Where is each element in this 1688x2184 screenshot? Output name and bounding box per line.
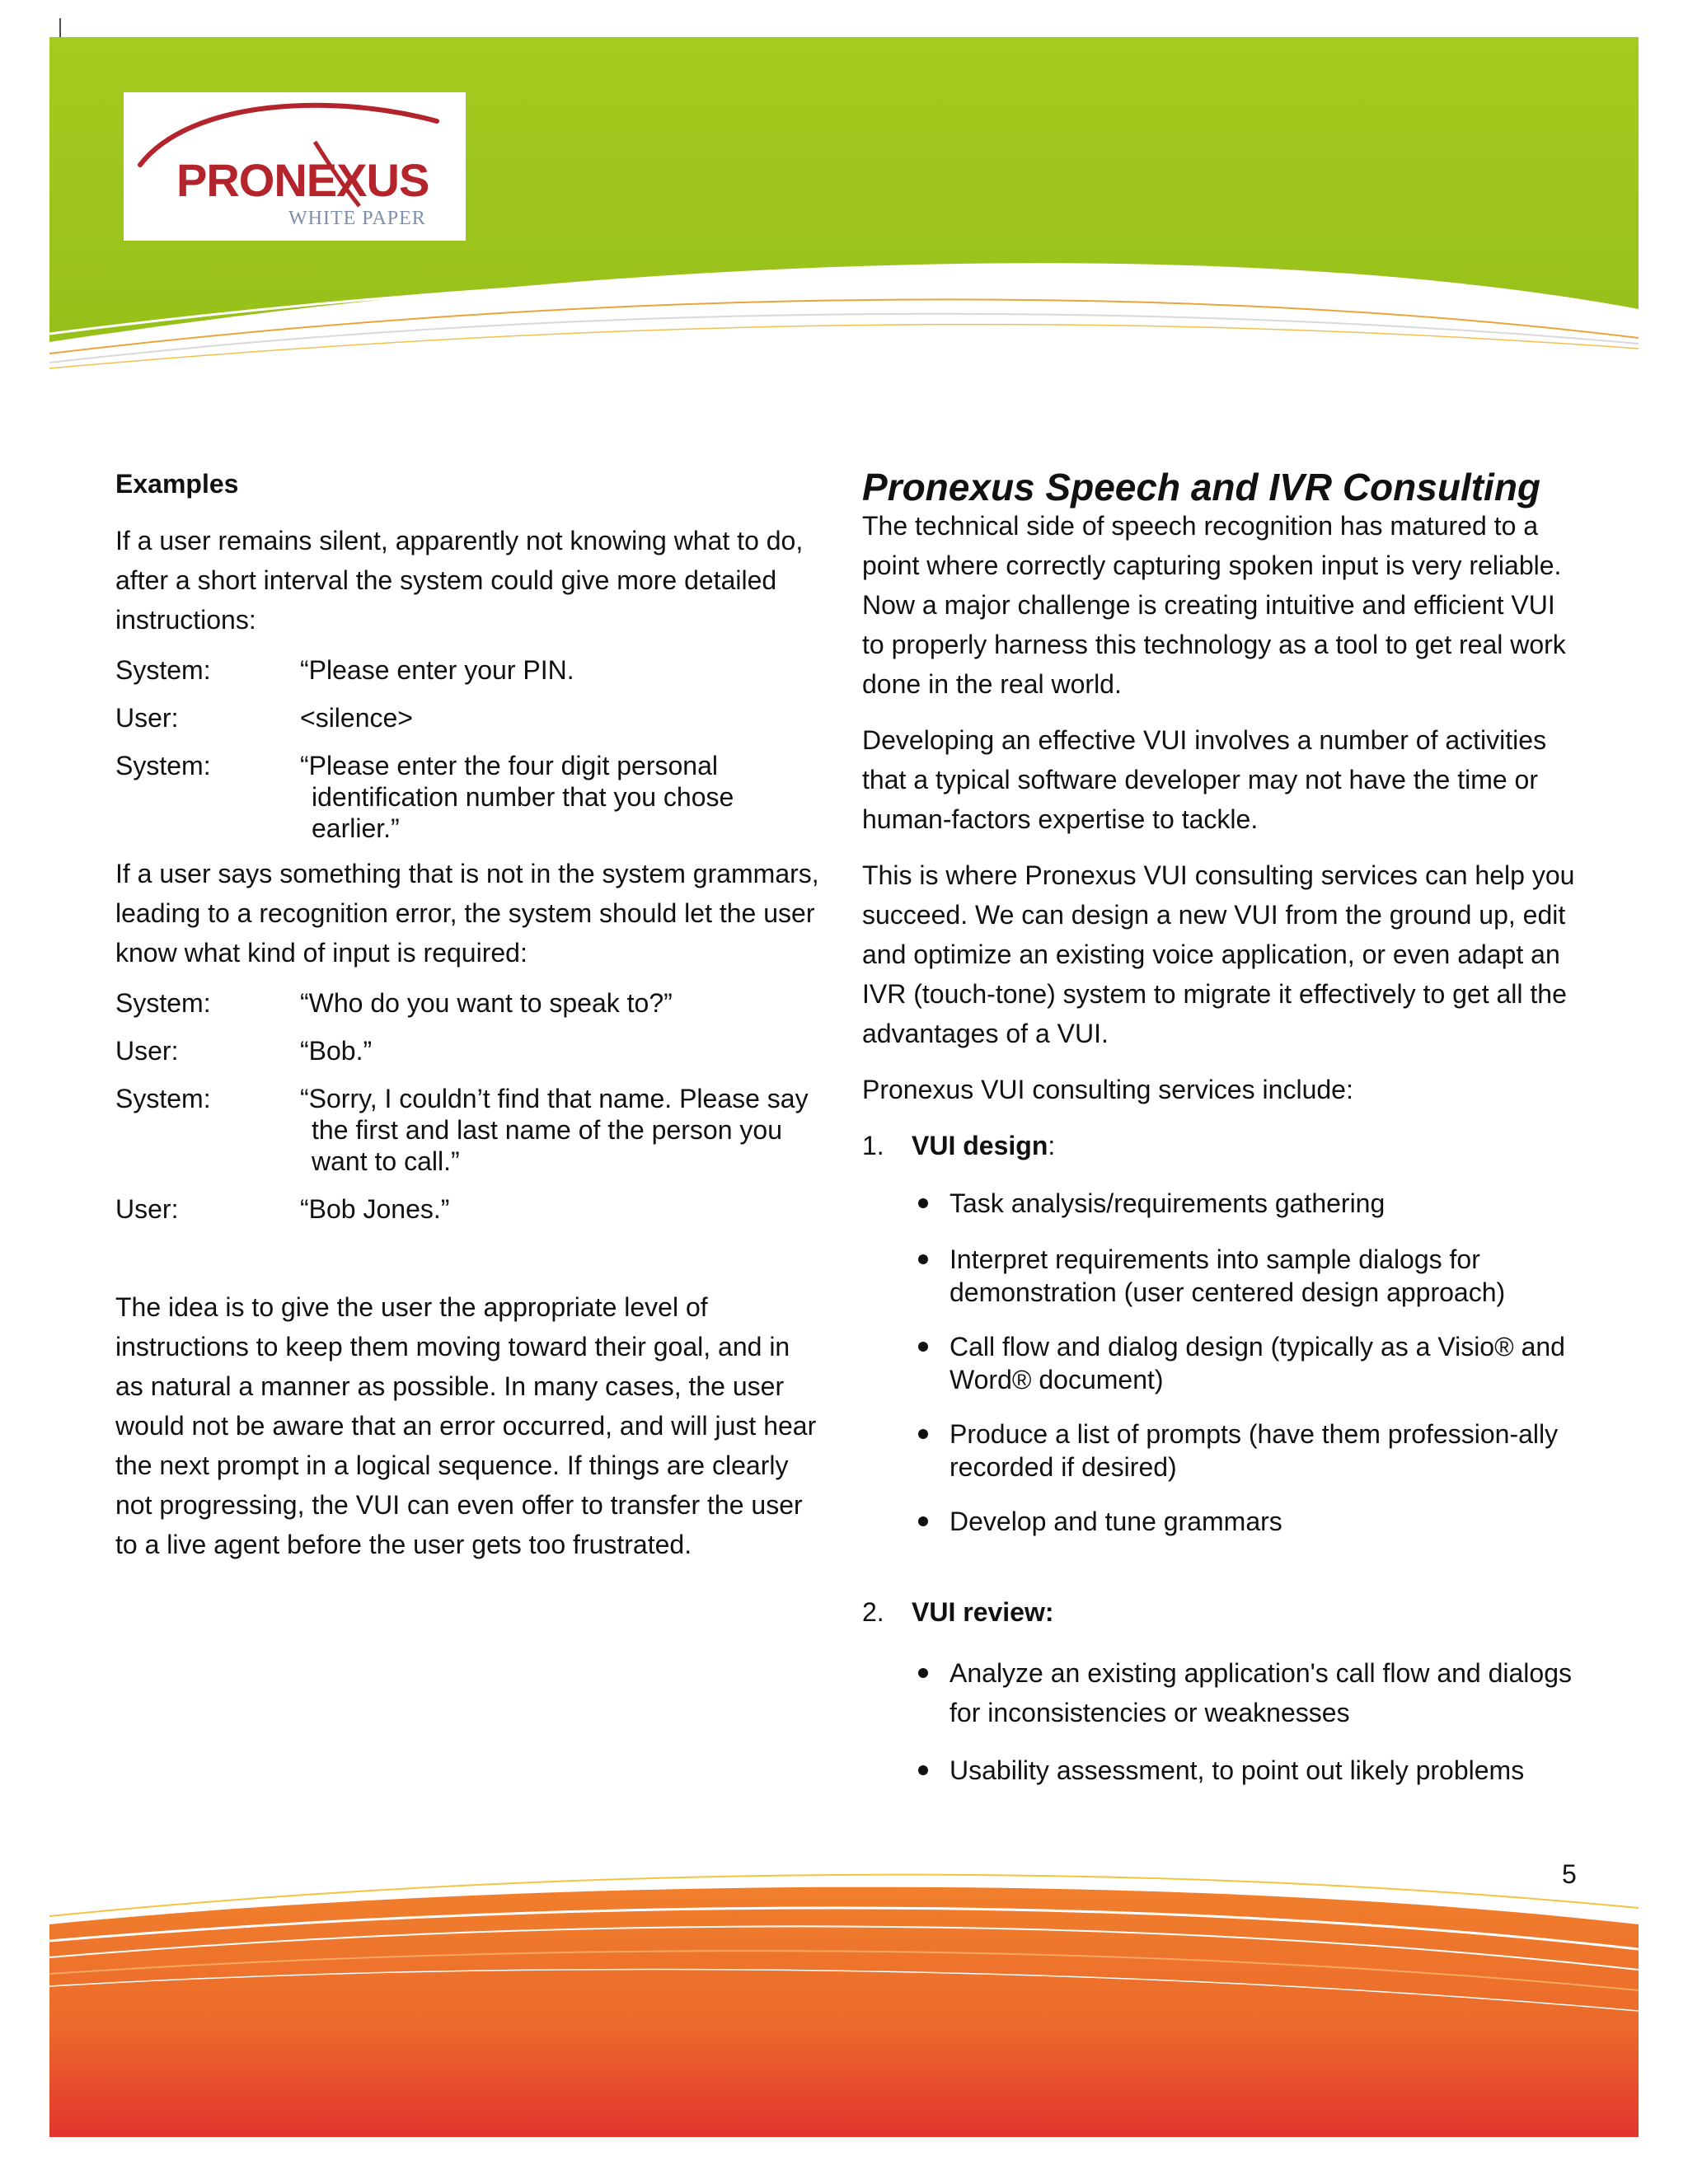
- dialog-utterance: “Please enter the four digit personal identification number that you chose earlier.”: [300, 751, 734, 843]
- dialog-speaker: System:: [115, 751, 211, 780]
- dialog-speaker: System:: [115, 1084, 211, 1113]
- bullet-text: Task analysis/requirements gathering: [950, 1188, 1386, 1218]
- dialog-line: [115, 1193, 824, 1225]
- dialog-line: [115, 702, 824, 733]
- list-item-suffix: :: [1048, 1131, 1056, 1160]
- right-para-3: This is where Pronexus VUI consulting services can help you succeed. We can design a new VUI from the ground up, edit and optimize an existing voice application, or even adapt an IVR (touch-tone) system to migrate it effectively to get all the advantages of a VUI.: [862, 860, 1575, 1048]
- list-item-label: VUI review:: [912, 1597, 1054, 1627]
- logo-tagline: WHITE PAPER: [288, 208, 426, 229]
- logo: [124, 92, 466, 241]
- logo-wordmark: PRONEXUS: [176, 154, 429, 206]
- bullet-text: Develop and tune grammars: [950, 1507, 1282, 1536]
- left-para-2: If a user says something that is not in the system grammars, leading to a recognition error, the system should let the user know what kind of input is required:: [115, 859, 819, 968]
- examples-heading: Examples: [115, 469, 239, 499]
- list-number: 2.: [862, 1597, 884, 1627]
- page-number: 5: [1562, 1859, 1577, 1889]
- dialog-line: [115, 1035, 824, 1066]
- consulting-heading: Pronexus Speech and IVR Consulting: [862, 466, 1541, 509]
- dialog-speaker: User:: [115, 1036, 179, 1066]
- left-column: [115, 462, 824, 1564]
- dialog-line: [115, 654, 824, 686]
- bullet-text: Usability assessment, to point out likely problems: [950, 1755, 1525, 1785]
- right-column: [862, 462, 1579, 1787]
- bullet-item: [862, 1653, 1579, 1732]
- bullet-item: [862, 1754, 1579, 1787]
- list-item-vui-design: [862, 1126, 1579, 1165]
- dialog-line: [115, 1083, 824, 1177]
- bullet-item: [862, 1505, 1579, 1538]
- dialog-speaker: User:: [115, 703, 179, 733]
- bullet-item: [862, 1418, 1579, 1483]
- bullet-text: Analyze an existing application's call flow and dialogs for inconsistencies or weaknesses: [950, 1658, 1572, 1727]
- dialog-utterance: “Bob.”: [300, 1036, 373, 1066]
- dialog-line: [115, 750, 824, 844]
- dialog-speaker: System:: [115, 655, 211, 685]
- list-item-vui-review: [862, 1592, 1579, 1632]
- right-para-1: The technical side of speech recognition has matured to a point where correctly capturing spoken input is very reliable. Now a major challenge is creating intuitive and efficient VUI to properly harness this technology as a tool to get real work done in the real world.: [862, 511, 1566, 699]
- list-item-label: VUI design: [912, 1131, 1048, 1160]
- list-number: 1.: [862, 1131, 884, 1160]
- bullet-icon: [918, 1254, 928, 1264]
- bullet-icon: [918, 1429, 928, 1439]
- bullet-icon: [918, 1342, 928, 1352]
- left-para-3: The idea is to give the user the appropriate level of instructions to keep them moving toward their goal, and in as natural a manner as possible. In many cases, the user would not be aware that an error occurred, and will just hear the next prompt in a logical sequence. If things are clearly not progressing, the VUI can even offer to transfer the user to a live agent before the user gets too frustrated.: [115, 1292, 817, 1559]
- bullet-text: Interpret requirements into sample dialogs for demonstration (user centered design approach): [950, 1244, 1506, 1307]
- dialog-utterance: “Who do you want to speak to?”: [300, 988, 673, 1018]
- bullet-icon: [918, 1668, 928, 1678]
- dialog-utterance: “Bob Jones.”: [300, 1194, 450, 1224]
- bullet-text: Call flow and dialog design (typically as a Visio® and Word® document): [950, 1332, 1565, 1394]
- right-para-4: Pronexus VUI consulting services include:: [862, 1075, 1353, 1104]
- right-para-2: Developing an effective VUI involves a number of activities that a typical software developer may not have the time or human-factors expertise to tackle.: [862, 725, 1547, 834]
- dialog-utterance: <silence>: [300, 703, 413, 733]
- bullet-text: Produce a list of prompts (have them profession-ally recorded if desired): [950, 1419, 1559, 1482]
- dialog-utterance: “Please enter your PIN.: [300, 655, 574, 685]
- bullet-item: [862, 1187, 1579, 1220]
- bullet-icon: [918, 1516, 928, 1526]
- bullet-icon: [918, 1765, 928, 1775]
- bullet-icon: [918, 1198, 928, 1208]
- dialog-utterance: “Sorry, I couldn’t find that name. Please say the first and last name of the person you want to call.”: [300, 1084, 809, 1176]
- dialog-speaker: User:: [115, 1194, 179, 1224]
- dialog-line: [115, 987, 824, 1019]
- bullet-item: [862, 1243, 1579, 1309]
- left-para-1: If a user remains silent, apparently not knowing what to do, after a short interval the system could give more detailed instructions:: [115, 526, 804, 635]
- dialog-speaker: System:: [115, 988, 211, 1018]
- bullet-item: [862, 1330, 1579, 1396]
